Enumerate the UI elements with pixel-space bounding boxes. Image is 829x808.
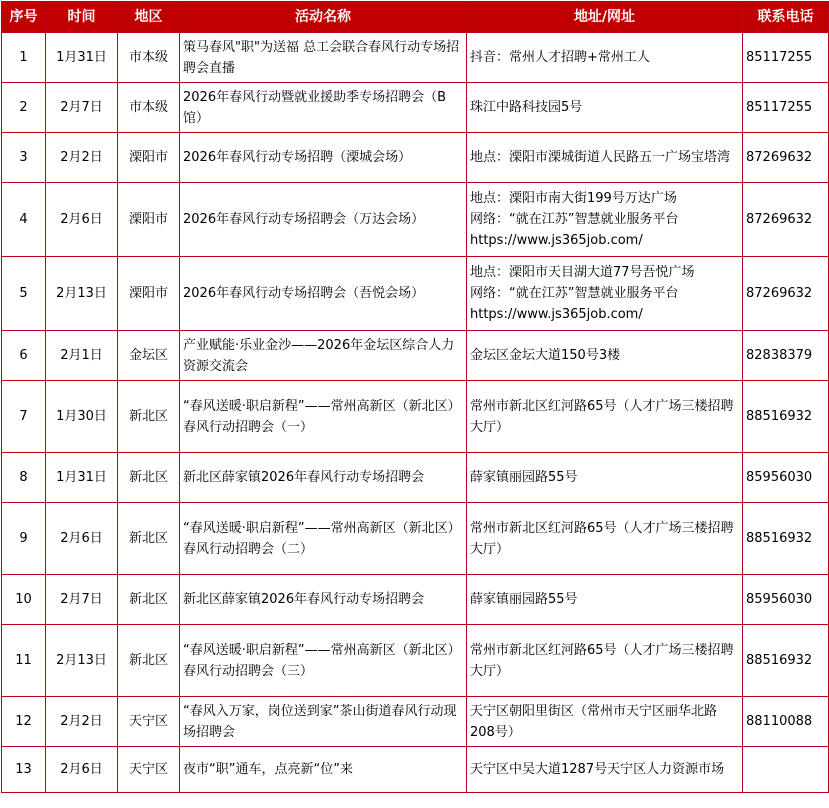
cell-region: 新北区	[118, 453, 180, 503]
cell-address: 常州市新北区红河路65号（人才广场三楼招聘大厅）	[467, 381, 743, 453]
cell-address: 地点：溧阳市溧城街道人民路五一广场宝塔湾	[467, 133, 743, 183]
cell-index: 3	[2, 133, 46, 183]
cell-address: 天宁区朝阳里街区（常州市天宁区丽华北路208号）	[467, 697, 743, 747]
cell-index: 5	[2, 257, 46, 331]
header-name: 活动名称	[180, 2, 467, 33]
table-row	[2, 331, 829, 381]
cell-phone: 85117255	[743, 33, 829, 83]
cell-region: 溧阳市	[118, 183, 180, 257]
table-row	[2, 503, 829, 575]
cell-phone: 88110088	[743, 697, 829, 747]
cell-index: 12	[2, 697, 46, 747]
header-region: 地区	[118, 2, 180, 33]
cell-phone: 87269632	[743, 183, 829, 257]
cell-phone: 88516932	[743, 625, 829, 697]
cell-region: 金坛区	[118, 331, 180, 381]
table-row	[2, 381, 829, 453]
table-row	[2, 625, 829, 697]
cell-time: 2月6日	[46, 503, 118, 575]
cell-index: 2	[2, 83, 46, 133]
table-row	[2, 575, 829, 625]
cell-phone: 88516932	[743, 381, 829, 453]
cell-time: 2月13日	[46, 257, 118, 331]
cell-index: 13	[2, 747, 46, 793]
cell-address: 常州市新北区红河路65号（人才广场三楼招聘大厅）	[467, 503, 743, 575]
cell-index: 1	[2, 33, 46, 83]
cell-address: 抖音：常州人才招聘+常州工人	[467, 33, 743, 83]
cell-address: 地点：溧阳市天目湖大道77号吾悦广场 网络：“就在江苏”智慧就业服务平台 https://www.js365job.com/	[467, 257, 743, 331]
cell-name: 策马春风"职"为送福 总工会联合春风行动专场招聘会直播	[180, 33, 467, 83]
cell-name: 新北区薛家镇2026年春风行动专场招聘会	[180, 575, 467, 625]
header-index: 序号	[2, 2, 46, 33]
cell-region: 新北区	[118, 503, 180, 575]
cell-index: 6	[2, 331, 46, 381]
cell-name: 2026年春风行动专场招聘（溧城会场）	[180, 133, 467, 183]
table-row	[2, 133, 829, 183]
cell-phone: 82838379	[743, 331, 829, 381]
cell-region: 市本级	[118, 33, 180, 83]
cell-phone: 88516932	[743, 503, 829, 575]
cell-name: “春风送暖·职启新程”——常州高新区（新北区）春风行动招聘会（一）	[180, 381, 467, 453]
cell-name: 新北区薛家镇2026年春风行动专场招聘会	[180, 453, 467, 503]
cell-region: 新北区	[118, 381, 180, 453]
cell-time: 1月31日	[46, 453, 118, 503]
header-phone: 联系电话	[743, 2, 829, 33]
cell-index: 9	[2, 503, 46, 575]
cell-time: 2月1日	[46, 331, 118, 381]
cell-name: “春风送暖·职启新程”——常州高新区（新北区）春风行动招聘会（二）	[180, 503, 467, 575]
cell-phone: 87269632	[743, 257, 829, 331]
cell-region: 天宁区	[118, 697, 180, 747]
table-row	[2, 747, 829, 793]
cell-region: 溧阳市	[118, 257, 180, 331]
table-row	[2, 33, 829, 83]
cell-time: 2月2日	[46, 697, 118, 747]
job-fair-table	[1, 1, 829, 793]
cell-name: 2026年春风行动专场招聘会（吾悦会场）	[180, 257, 467, 331]
cell-time: 1月31日	[46, 33, 118, 83]
cell-region: 新北区	[118, 575, 180, 625]
cell-phone: 87269632	[743, 133, 829, 183]
cell-phone: 85956030	[743, 453, 829, 503]
table-header-row	[2, 2, 829, 33]
cell-name: 2026年春风行动专场招聘会（万达会场）	[180, 183, 467, 257]
cell-region: 市本级	[118, 83, 180, 133]
cell-time: 2月6日	[46, 183, 118, 257]
cell-address: 地点：溧阳市南大街199号万达广场 网络：“就在江苏”智慧就业服务平台 https://www.js365job.com/	[467, 183, 743, 257]
table-row	[2, 83, 829, 133]
cell-name: 夜市“职”通车，点亮新“位”来	[180, 747, 467, 793]
cell-phone	[743, 747, 829, 793]
cell-address: 金坛区金坛大道150号3楼	[467, 331, 743, 381]
cell-time: 1月30日	[46, 381, 118, 453]
cell-name: 产业赋能·乐业金沙——2026年金坛区综合人力资源交流会	[180, 331, 467, 381]
cell-phone: 85956030	[743, 575, 829, 625]
cell-region: 溧阳市	[118, 133, 180, 183]
cell-region: 天宁区	[118, 747, 180, 793]
table-row	[2, 183, 829, 257]
cell-address: 天宁区中吴大道1287号天宁区人力资源市场	[467, 747, 743, 793]
cell-index: 7	[2, 381, 46, 453]
cell-address: 薛家镇丽园路55号	[467, 575, 743, 625]
cell-index: 10	[2, 575, 46, 625]
cell-address: 薛家镇丽园路55号	[467, 453, 743, 503]
cell-time: 2月7日	[46, 83, 118, 133]
cell-name: “春风入万家，岗位送到家”茶山街道春风行动现场招聘会	[180, 697, 467, 747]
cell-time: 2月6日	[46, 747, 118, 793]
cell-address: 常州市新北区红河路65号（人才广场三楼招聘大厅）	[467, 625, 743, 697]
cell-time: 2月7日	[46, 575, 118, 625]
cell-phone: 85117255	[743, 83, 829, 133]
table-row	[2, 697, 829, 747]
cell-name: “春风送暖·职启新程”——常州高新区（新北区）春风行动招聘会（三）	[180, 625, 467, 697]
header-address: 地址/网址	[467, 2, 743, 33]
table-row	[2, 257, 829, 331]
cell-index: 11	[2, 625, 46, 697]
cell-index: 8	[2, 453, 46, 503]
table-row	[2, 453, 829, 503]
cell-time: 2月13日	[46, 625, 118, 697]
cell-time: 2月2日	[46, 133, 118, 183]
cell-region: 新北区	[118, 625, 180, 697]
cell-address: 珠江中路科技园5号	[467, 83, 743, 133]
cell-index: 4	[2, 183, 46, 257]
cell-name: 2026年春风行动暨就业援助季专场招聘会（B馆）	[180, 83, 467, 133]
header-time: 时间	[46, 2, 118, 33]
